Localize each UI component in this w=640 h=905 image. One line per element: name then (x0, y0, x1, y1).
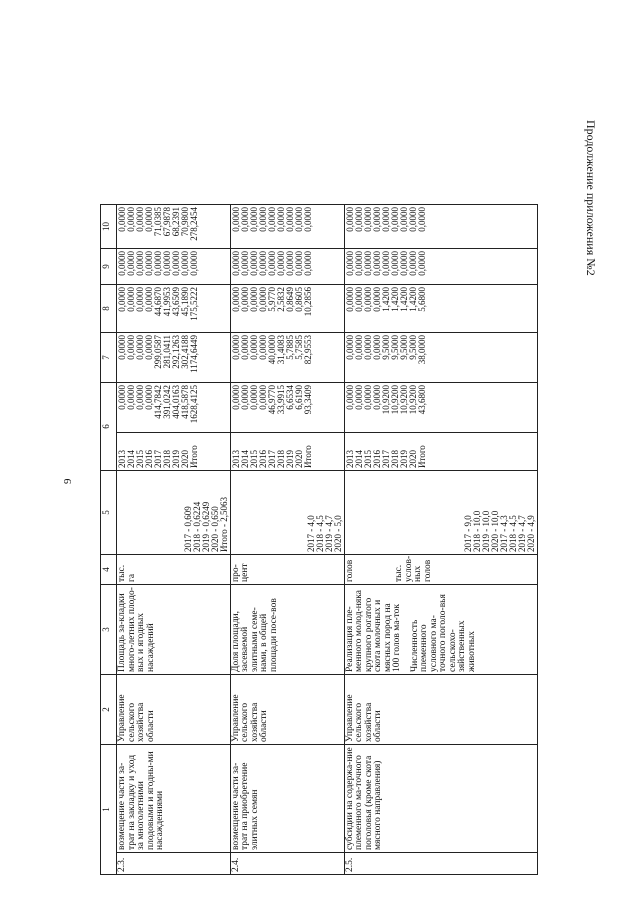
amount-value: 38,0000 (416, 335, 427, 365)
amount-value: 0,0000 (257, 335, 268, 360)
amount-value: 46,9770 (266, 385, 277, 415)
year-value: 2020 (293, 450, 304, 468)
amount-value: 1628,4125 (189, 385, 199, 424)
indicator-names (117, 585, 231, 675)
amount-value: 0,0000 (126, 207, 136, 232)
amount-value: 0,0000 (257, 251, 268, 276)
amount-value: 10,9200 (407, 385, 418, 415)
amount-value: 0,0000 (135, 207, 145, 232)
amount-value: 0,0000 (230, 385, 241, 410)
amount-value: 0,0000 (353, 287, 364, 312)
amount-value: 1,4200 (407, 287, 418, 312)
target-value: 2017 - 0,609 (182, 506, 193, 552)
amount-value: 2,5832 (275, 287, 286, 312)
year-value: 2018 (275, 450, 286, 468)
amount-value: 278,2454 (189, 207, 199, 241)
amount-value: 0,0000 (126, 251, 136, 276)
amount-value: 44,6870 (153, 287, 163, 317)
amount-value: 0,0000 (275, 207, 286, 232)
year-value: 2014 (353, 450, 364, 468)
amount-value: 0,0000 (362, 385, 373, 410)
amount-value: 6,6190 (293, 385, 304, 410)
amount-value: 0,8649 (284, 287, 295, 312)
years (230, 433, 344, 471)
target-value: 2020 - 10,0 (490, 510, 500, 552)
amount-value: 0,0000 (248, 335, 259, 360)
amount-value: 0,0000 (135, 385, 145, 410)
indicator-name: Площадь за-кладки много-летних плодо-вых и ягодных насаждений (117, 587, 156, 672)
indicator-unit: голов (344, 559, 355, 582)
amount-value: 0,0000 (284, 207, 295, 232)
target-value: 2018 - 4,5 (508, 515, 518, 552)
amount-value: 414,7842 (153, 385, 163, 419)
amounts-c9 (230, 249, 344, 285)
amount-value: 0,0000 (180, 251, 190, 276)
header-cell: 10 (101, 205, 117, 249)
table-row (230, 16, 344, 875)
year-value: 2018 (389, 450, 400, 468)
amount-value: 0,0000 (117, 335, 127, 360)
amount-value: 0,0000 (362, 287, 373, 312)
year-value: 2016 (257, 450, 268, 468)
year-value: 2013 (344, 450, 355, 468)
header-cell: 2 (101, 675, 117, 745)
indicator-units (344, 555, 537, 585)
amount-value: 0,0000 (416, 207, 427, 232)
year-value: 2018 (162, 450, 172, 468)
amount-value: 0,0000 (407, 207, 418, 232)
document-table-wrapper (100, 15, 538, 875)
amount-value: 0,0000 (135, 251, 145, 276)
table-body (117, 16, 538, 875)
amounts-c7 (344, 333, 537, 383)
indicator-name: Численность племенного условного ма-точного поголо-вья сельскохо-зяйственных животных (409, 594, 477, 672)
amount-value: 0,0000 (371, 207, 382, 232)
page-number: 9 (62, 478, 74, 484)
header-cell: 8 (101, 285, 117, 333)
spacer-cell (117, 16, 231, 205)
table-row (117, 16, 231, 875)
header-cell: 1 (101, 745, 117, 875)
amount-value: 0,0000 (239, 287, 250, 312)
amounts-c6 (230, 383, 344, 433)
target-value: 2020 - 0,650 (209, 506, 220, 552)
row-index: 2.3. (117, 853, 231, 875)
amount-value: 0,8605 (293, 287, 304, 312)
amount-value: 1,4200 (380, 287, 391, 312)
year-value: 2015 (248, 450, 259, 468)
year-value: Итого (189, 445, 199, 468)
amount-value: 0,0000 (389, 207, 400, 232)
amount-value: 0,0000 (398, 207, 409, 232)
amount-value: 0,0000 (117, 251, 127, 276)
amount-value: 0,0000 (266, 251, 277, 276)
target-value: 2018 - 0,6224 (191, 501, 202, 552)
target-value: 2019 - 4,7 (517, 515, 527, 552)
years (117, 433, 231, 471)
year-value: 2020 (180, 450, 190, 468)
indicator-name: Доля площади, засеваемой элитными семе-нами, в общей площади посе-вов (230, 598, 279, 672)
year-value: 2017 (153, 450, 163, 468)
amount-value: 0,0000 (344, 335, 355, 360)
amount-value: 40,0000 (266, 335, 277, 365)
year-value: 2017 (380, 450, 391, 468)
row-index: 2.4. (230, 853, 344, 875)
amounts-c8 (230, 285, 344, 333)
amount-value: 391,0242 (162, 385, 172, 419)
amount-value: 0,0000 (353, 385, 364, 410)
indicator-unit: тыс. га (117, 564, 137, 582)
amount-value: 0,0000 (144, 287, 154, 312)
amounts-c7 (230, 333, 344, 383)
target-value: 2020 - 4,9 (526, 515, 536, 552)
amount-value: 10,9200 (380, 385, 391, 415)
amount-value: 31,4083 (275, 335, 286, 365)
target-values (117, 471, 231, 555)
amount-value: 0,0000 (144, 385, 154, 410)
year-value: 2017 (266, 450, 277, 468)
amount-value: 9,5000 (407, 335, 418, 360)
amount-value: 0,0000 (117, 287, 127, 312)
indicator-unit: про-цент (230, 563, 251, 582)
amount-value: 0,0000 (135, 335, 145, 360)
amount-value: 0,0000 (153, 251, 163, 276)
amount-value: 0,0000 (230, 287, 241, 312)
target-value: 2018 - 4,5 (314, 515, 325, 552)
year-value: 2015 (135, 450, 145, 468)
amount-value: 0,0000 (126, 385, 136, 410)
amount-value: 0,0000 (126, 335, 136, 360)
target-values (344, 471, 537, 555)
amount-value: 0,0000 (171, 251, 181, 276)
spacer-cell (344, 16, 537, 205)
year-value: Итого (416, 445, 427, 468)
amount-value: 1,4200 (389, 287, 400, 312)
amount-value: 71,0385 (153, 207, 163, 237)
amount-value: 0,0000 (371, 385, 382, 410)
amount-value: 0,0000 (162, 251, 172, 276)
amounts-c6 (344, 383, 537, 433)
amount-value: 299,0587 (153, 335, 163, 369)
amount-value: 0,0000 (344, 207, 355, 232)
amount-value: 43,6800 (416, 385, 427, 415)
amount-value: 6,6534 (284, 385, 295, 410)
amounts-c8 (344, 285, 537, 333)
amount-value: 0,0000 (144, 335, 154, 360)
amount-value: 0,0000 (371, 251, 382, 276)
amount-value: 0,0000 (371, 335, 382, 360)
amount-value: 0,0000 (371, 287, 382, 312)
amount-value: 10,9200 (389, 385, 400, 415)
year-value: 2014 (239, 450, 250, 468)
amount-value: 67,9878 (162, 207, 172, 237)
amount-value: 0,0000 (266, 207, 277, 232)
amount-value: 0,0000 (293, 207, 304, 232)
row-index: 2.5. (344, 853, 537, 875)
measure-name: субсидии на содержа-ние племенного ма-точного поголовья (кроме скота мясного направления) (344, 745, 537, 853)
year-value: 2013 (117, 450, 127, 468)
amount-value: 0,0000 (239, 385, 250, 410)
amounts-c9 (344, 249, 537, 285)
amount-value: 10,2856 (302, 287, 313, 317)
amounts-c10 (117, 205, 231, 249)
header-cell: 6 (101, 383, 117, 471)
amount-value: 0,0000 (275, 251, 286, 276)
amount-value: 0,0000 (248, 287, 259, 312)
amount-value: 0,0000 (239, 251, 250, 276)
amount-value: 0,0000 (135, 287, 145, 312)
amount-value: 33,9915 (275, 385, 286, 415)
amount-value: 418,5878 (180, 385, 190, 419)
amount-value: 0,0000 (230, 251, 241, 276)
page-caption: Продолжение приложения №2 (584, 120, 598, 276)
amount-value: 0,0000 (230, 207, 241, 232)
amount-value: 5,9770 (266, 287, 277, 312)
amount-value: 0,0000 (257, 287, 268, 312)
amount-value: 45,1890 (180, 287, 190, 317)
amount-value: 68,2391 (171, 207, 181, 237)
target-value: 2019 - 0,6249 (200, 501, 211, 552)
amount-value: 0,0000 (239, 207, 250, 232)
amounts-c10 (230, 205, 344, 249)
target-values (230, 471, 344, 555)
amount-value: 0,0000 (144, 251, 154, 276)
amount-value: 0,0000 (257, 207, 268, 232)
amount-value: 0,0000 (416, 251, 427, 276)
amount-value: 0,0000 (239, 335, 250, 360)
header-cell: 3 (101, 585, 117, 675)
amount-value: 0,0000 (362, 251, 373, 276)
target-value: 2019 - 4,7 (323, 515, 334, 552)
table-row (344, 16, 537, 875)
amount-value: 292,1263 (171, 335, 181, 369)
year-value: 2019 (284, 450, 295, 468)
amount-value: 0,0000 (230, 335, 241, 360)
amount-value: 0,0000 (398, 251, 409, 276)
amount-value: 0,0000 (293, 251, 304, 276)
amount-value: 41,9953 (162, 287, 172, 317)
amount-value: 0,0000 (380, 251, 391, 276)
amount-value: 0,0000 (407, 251, 418, 276)
amounts-c9 (117, 249, 231, 285)
target-value: 2019 - 10,0 (481, 510, 491, 552)
executor: Управление сельского хозяйства области (117, 675, 231, 745)
amounts-c10 (344, 205, 537, 249)
year-value: 2019 (398, 450, 409, 468)
header-row (101, 16, 117, 875)
amount-value: 0,0000 (117, 207, 127, 232)
amount-value: 0,0000 (144, 207, 154, 232)
amount-value: 43,6509 (171, 287, 181, 317)
amount-value: 0,0000 (353, 335, 364, 360)
amount-value: 9,5000 (380, 335, 391, 360)
amount-value: 0,0000 (353, 251, 364, 276)
spacer-cell (230, 16, 344, 205)
amounts-c7 (117, 333, 231, 383)
indicator-names (344, 585, 537, 675)
amount-value: 0,0000 (248, 385, 259, 410)
amount-value: 0,0000 (344, 385, 355, 410)
measure-name: возмещение части за-трат на приобретение элитных семян (230, 745, 344, 853)
year-value: 2016 (144, 450, 154, 468)
amount-value: 1,4200 (398, 287, 409, 312)
amount-value: 5,6800 (416, 287, 427, 312)
amount-value: 0,0000 (126, 287, 136, 312)
amount-value: 70,9800 (180, 207, 190, 237)
year-value: Итого (302, 445, 313, 468)
year-value: 2013 (230, 450, 241, 468)
header-cell: 7 (101, 333, 117, 383)
amount-value: 175,5222 (189, 287, 199, 321)
amount-value: 10,9200 (398, 385, 409, 415)
years (344, 433, 537, 471)
amount-value: 0,0000 (189, 251, 199, 276)
indicator-units (117, 555, 231, 585)
program-table (100, 15, 538, 875)
header-cell: 4 (101, 555, 117, 585)
year-value: 2015 (362, 450, 373, 468)
amount-value: 0,0000 (302, 207, 313, 232)
amount-value: 0,0000 (284, 251, 295, 276)
target-value: Итого - 2,5063 (218, 496, 229, 552)
header-cell: 5 (101, 471, 117, 555)
amount-value: 0,0000 (302, 251, 313, 276)
indicator-names (230, 585, 344, 675)
target-value: 2017 - 4,0 (305, 515, 316, 552)
amount-value: 281,0411 (162, 335, 172, 369)
amount-value: 0,0000 (362, 207, 373, 232)
executor: Управление сельского хозяйства области (230, 675, 344, 745)
amount-value: 0,0000 (389, 251, 400, 276)
amount-value: 0,0000 (248, 207, 259, 232)
year-value: 2016 (371, 450, 382, 468)
target-value: 2017 - 4,3 (499, 515, 509, 552)
year-value: 2014 (126, 450, 136, 468)
amount-value: 0,0000 (353, 207, 364, 232)
target-value: 2020 - 5,0 (332, 515, 343, 552)
executor: Управление сельского хозяйства области (344, 675, 537, 745)
amount-value: 1174,6449 (189, 335, 199, 373)
amount-value: 0,0000 (257, 385, 268, 410)
amount-value: 0,0000 (380, 207, 391, 232)
indicator-units (230, 555, 344, 585)
year-value: 2020 (407, 450, 418, 468)
amounts-c8 (117, 285, 231, 333)
indicator-unit: тыс. услов-ных голов (394, 555, 433, 582)
target-value: 2017 - 9,0 (463, 515, 473, 552)
amount-value: 5,7585 (293, 335, 304, 360)
amount-value: 5,7885 (284, 335, 295, 360)
amount-value: 0,0000 (344, 287, 355, 312)
amount-value: 0,0000 (344, 251, 355, 276)
target-value: 2018 - 10,0 (472, 510, 482, 552)
amount-value: 0,0000 (117, 385, 127, 410)
year-value: 2019 (171, 450, 181, 468)
amount-value: 0,0000 (248, 251, 259, 276)
amounts-c6 (117, 383, 231, 433)
amount-value: 0,0000 (362, 335, 373, 360)
measure-name: возмещение части за-трат на закладку и уход за многолетними плодовыми и ягодны-ми насаждениями (117, 745, 231, 853)
amount-value: 9,5000 (398, 335, 409, 360)
amount-value: 93,3409 (302, 385, 313, 415)
amount-value: 9,5000 (389, 335, 400, 360)
header-cell: 9 (101, 249, 117, 285)
indicator-name: Реализация пле-менного молод-няка крупного рогатого скота молочных и мясных пород на 100 голов ма-ток (344, 590, 403, 672)
amount-value: 82,9553 (302, 335, 313, 365)
amount-value: 404,0163 (171, 385, 181, 419)
amount-value: 302,4188 (180, 335, 190, 369)
